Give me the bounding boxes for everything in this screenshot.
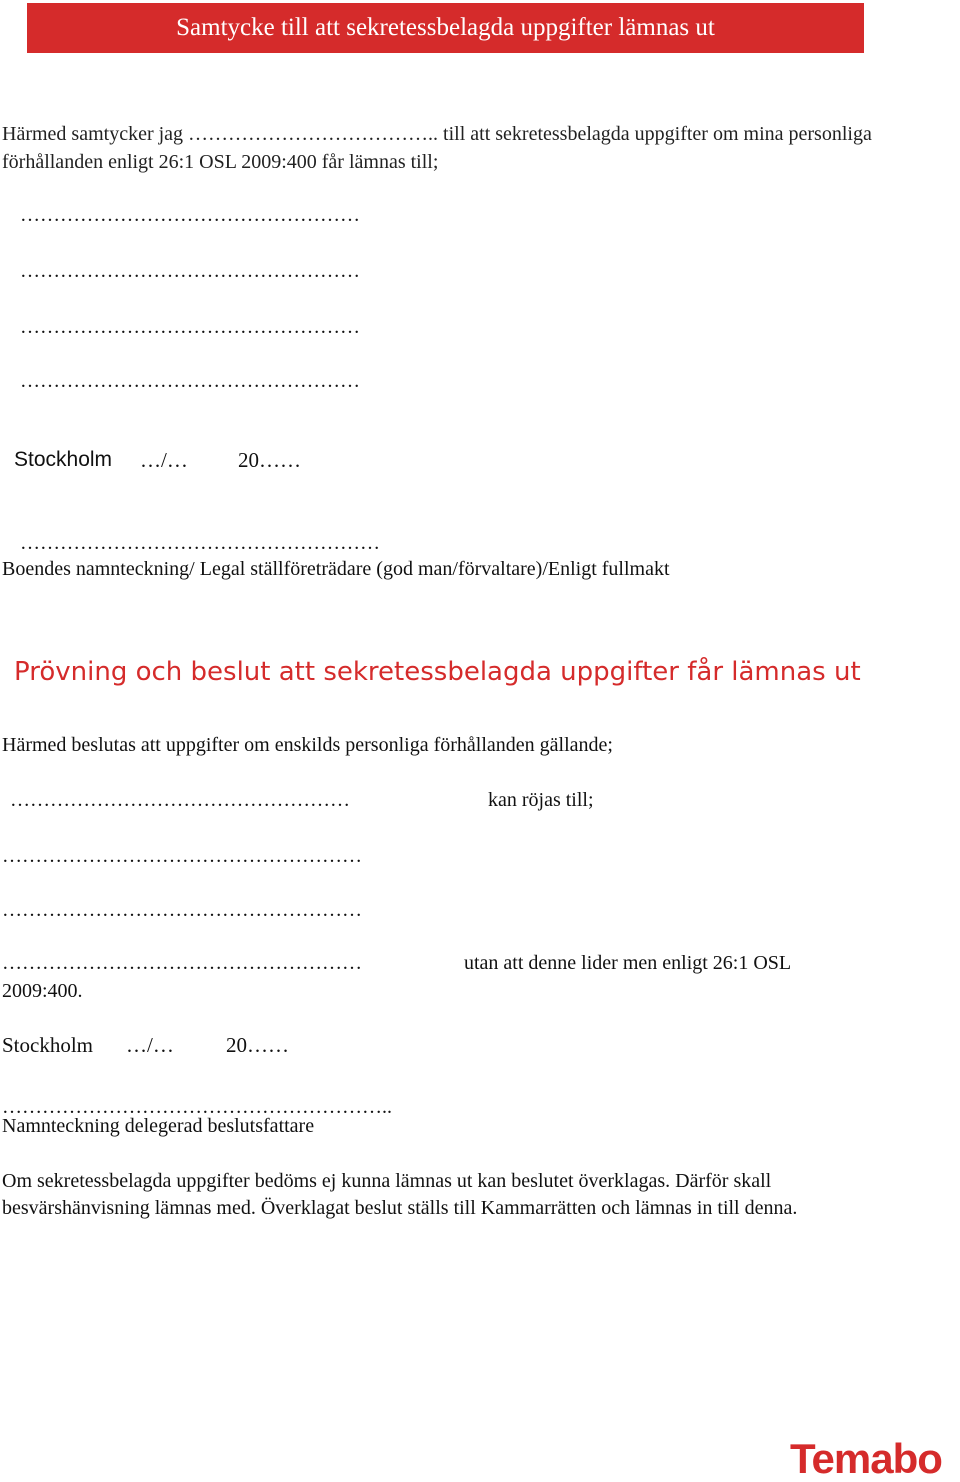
decision-subject-blank: …………………………………………… xyxy=(10,789,350,811)
temabo-logo: Temabo xyxy=(790,1435,942,1482)
consent-date-blank: …/… xyxy=(140,448,188,472)
decision-heading: Prövning och beslut att sekretessbelagda uppgifter får lämnas ut xyxy=(14,657,861,687)
appeal-paragraph: Om sekretessbelagda uppgifter bedöms ej kunna lämnas ut kan beslutet överklagas. Därför skall besvärshänvisning lämnas med. Överklagat beslut ställs till Kammarrätten och lämnas in till denna. xyxy=(2,1170,798,1219)
consent-year-blank: 20…… xyxy=(238,448,301,472)
decision-legal-text: utan att denne lider men enligt 26:1 OSL xyxy=(464,952,792,974)
consent-intro-start: Härmed samtycker jag xyxy=(2,123,189,145)
decision-intro: Härmed beslutas att uppgifter om enskilds personliga förhållanden gällande; xyxy=(2,734,613,756)
consent-signature-label: Boendes namnteckning/ Legal ställföreträdare (god man/förvaltare)/Enligt fullmakt xyxy=(2,558,670,580)
decision-recipient-line-2: ……………………………………………… xyxy=(2,899,362,921)
decision-recipient-line-3: ……………………………………………… xyxy=(2,952,362,974)
decision-legal-continued: 2009:400. xyxy=(2,980,83,1002)
consent-title: Samtycke till att sekretessbelagda uppgifter lämnas ut xyxy=(176,14,715,41)
recipient-line-3: …………………………………………… xyxy=(20,316,360,338)
consent-intro xyxy=(2,120,902,176)
recipient-line-1: …………………………………………… xyxy=(20,204,360,226)
decision-signature-label: Namnteckning delegerad beslutsfattare xyxy=(2,1115,315,1137)
consent-intro-end: till att sekretessbelagda uppgifter om mina personliga förhållanden enligt 26:1 OSL 2009:400 får lämnas till; xyxy=(2,123,872,173)
decision-place: Stockholm xyxy=(2,1033,94,1057)
recipient-line-2: …………………………………………… xyxy=(20,260,360,282)
decision-subject-text: kan röjas till; xyxy=(488,789,594,811)
consent-signature-line: ……………………………………………… xyxy=(20,532,380,554)
recipient-line-4: …………………………………………… xyxy=(20,370,360,392)
consent-title-banner xyxy=(27,3,864,53)
decision-date-blank: …/… xyxy=(126,1033,174,1057)
decision-recipient-line-1: ……………………………………………… xyxy=(2,845,362,867)
decision-signature-line: ………………………………………………….. xyxy=(2,1096,392,1118)
decision-year-blank: 20…… xyxy=(226,1033,289,1057)
consent-place: Stockholm xyxy=(14,448,113,471)
consent-name-blank: ……………………………….. xyxy=(188,123,439,145)
